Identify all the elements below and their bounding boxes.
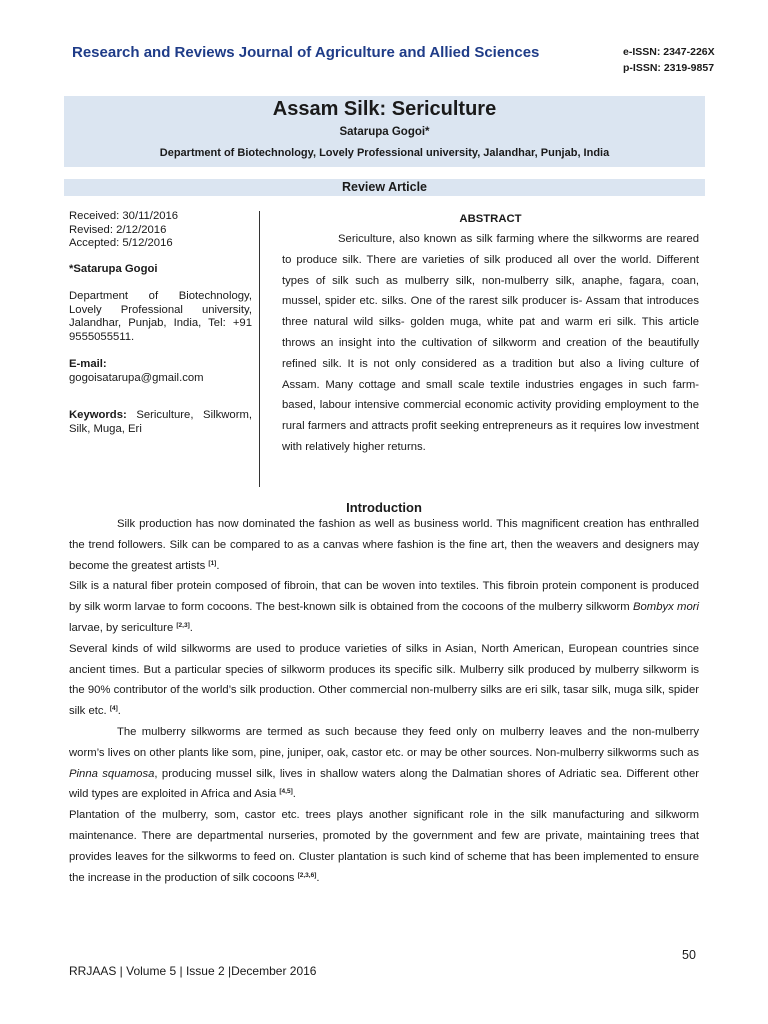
article-type: Review Article	[64, 179, 705, 196]
citation-ref: [1]	[208, 559, 217, 567]
footer-citation: RRJAAS | Volume 5 | Issue 2 |December 2016	[69, 964, 317, 978]
keywords-list: Sericulture, Silkworm, Silk, Muga, Eri	[69, 409, 253, 435]
introduction-heading: Introduction	[346, 500, 422, 515]
abstract-text: Sericulture, also known as silk farming where the silkworms are reared to produce silk. There are varieties of silk produced all over the world. Different types of silk such as mulberry silk, non-mulberry silk, anaphe, fagara, coan, mussel, spider etc. silks. One of the rarest silk producer is- Assam that introduces three natural wild silks- golden muga, white pat and warm eri silk. This article throws an insight into the cultivation of silkworm and creation of the beautifully refined silk. It is not only considered as a tradition but also a living culture of Assam. Many cottage and small scale textile industries engages in such farm-based, labour intensive commercial economic activity providing employment to the rural farmers and attracts profit seeking entrepreneurs as it requires low investment with relatively higher returns.	[282, 233, 699, 453]
article-affiliation: Department of Biotechnology, Lovely Professional university, Jalandhar, Punjab, India	[159, 147, 610, 159]
page-number: 50	[682, 948, 696, 962]
email-address[interactable]: gogoisatarupa@gmail.com	[69, 371, 204, 384]
revised-date: Revised: 2/12/2016	[69, 223, 167, 236]
issn-block	[623, 44, 715, 76]
intro-paragraph-1: Silk production has now dominated the fashion as well as business world. This magnificent creation has enthralled the trend followers. Silk can be compared to as a canvas where fashion is the fine art, then the weavers and designers may become the greatest artists [1].	[69, 518, 699, 572]
journal-title: Research and Reviews Journal of Agriculture and Allied Sciences	[72, 44, 540, 61]
citation-ref: [2,3]	[176, 621, 190, 629]
accepted-date: Accepted: 5/12/2016	[69, 237, 173, 249]
article-info-column	[69, 210, 252, 436]
corresponding-author: *Satarupa Gogoi	[69, 262, 158, 275]
email-label: E-mail:	[69, 358, 107, 370]
keywords	[69, 409, 252, 436]
intro-paragraph-3: Several kinds of wild silkworms are used to produce varieties of silks in Asian, North American, European countries since ancient times. But a particular species of silkworm produces its specific silk. Mulberry silk produced by mulberry silkworm is the 90% contributor of the world’s silk production. Other commercial non-mulberry silks are eri silk, tasar silk, muga silk, spider silk etc. [4].	[69, 642, 699, 718]
abstract	[282, 213, 699, 458]
title-band	[64, 96, 705, 167]
citation-ref: [4]	[109, 705, 118, 713]
eissn: e-ISSN: 2347-226X	[623, 46, 715, 58]
abstract-heading: ABSTRACT	[459, 213, 522, 225]
article-dates	[69, 210, 252, 251]
citation-ref: [4,5]	[279, 788, 293, 796]
intro-paragraph-4: The mulberry silkworms are termed as such because they feed only on mulberry leaves and the non-mulberry worm’s lives on other plants like som, pine, juniper, oak, castor etc. or may be other sources. Non-mulberry silkworms such as Pinna squamosa, producing mussel silk, lives in shallow waters along the Dalmatian shores of Adriatic sea. Different other wild types are exploited in Africa and Asia [4,5].	[69, 725, 699, 801]
keywords-label: Keywords:	[69, 409, 127, 421]
pissn: p-ISSN: 2319-9857	[623, 62, 715, 74]
corresponding-address: Department of Biotechnology, Lovely Professional university, Jalandhar, Punjab, India, Tel: +91 9555055511.	[69, 290, 252, 343]
article-title: Assam Silk: Sericulture	[272, 98, 497, 120]
introduction-body	[69, 514, 699, 888]
citation-ref: [2,3,6]	[297, 871, 317, 879]
intro-paragraph-2: Silk is a natural fiber protein composed of fibroin, that can be woven into textiles. This fibroin protein component is produced by silk worm larvae to form cocoons. The best-known silk is obtained from the cocoons of the mulberry silkworm Bombyx mori larvae, by sericulture [2,3].	[69, 580, 699, 634]
received-date: Received: 30/11/2016	[69, 210, 179, 222]
column-divider	[259, 211, 260, 487]
article-author: Satarupa Gogoi*	[339, 126, 430, 138]
intro-paragraph-5: Plantation of the mulberry, som, castor etc. trees plays another significant role in the silk manufacturing and silkworm maintenance. There are departmental nurseries, promoted by the government and few are private, maintaining trees that provides leaves for the silkworms to feed on. Cluster plantation is such kind of scheme that has been implemented to ensure the increase in the production of silk cocoons [2,3,6].	[69, 809, 699, 884]
